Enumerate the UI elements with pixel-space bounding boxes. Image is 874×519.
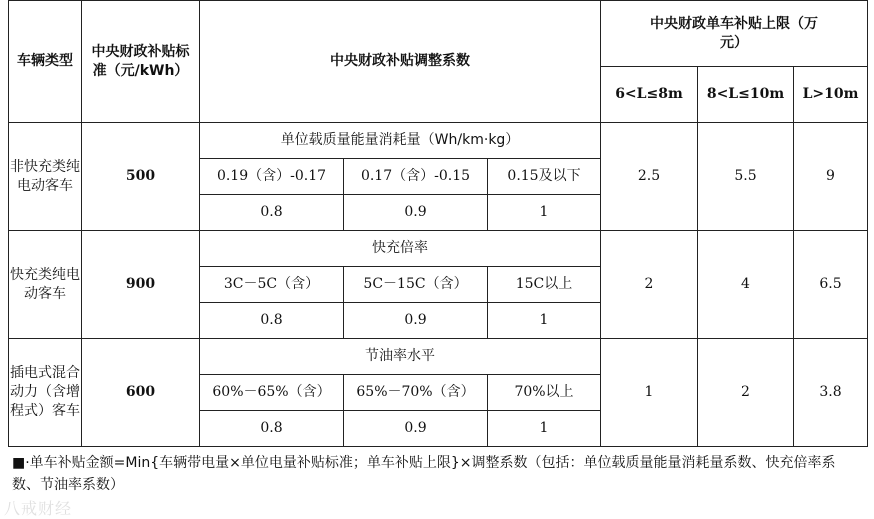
formula-note: ■·单车补贴金额=Min{车辆带电量×单位电量补贴标准；单车补贴上限}×调整系数（包括：单位载质量能量消耗量系数、快充倍率系数、节油率系数）	[12, 455, 836, 493]
cap-cell: 4	[698, 231, 794, 339]
header-length-over-10: L>10m	[794, 67, 868, 123]
range-cell: 70%以上	[488, 375, 601, 411]
vehicle-type-cell: 快充类纯电动客车	[9, 231, 82, 339]
cap-cell: 5.5	[698, 123, 794, 231]
subsidy-standard-cell: 500	[82, 123, 200, 231]
header-length-6-8: 6<L≤8m	[601, 67, 698, 123]
range-cell: 0.17（含）-0.15	[344, 159, 488, 195]
subsidy-table	[8, 0, 868, 447]
subsidy-standard-cell: 900	[82, 231, 200, 339]
vehicle-type-cell: 插电式混合动力（含增程式）客车	[9, 339, 82, 447]
header-coefficient: 中央财政补贴调整系数	[200, 1, 601, 123]
subsidy-standard-cell: 600	[82, 339, 200, 447]
coefficient-value: 0.9	[344, 411, 488, 447]
cap-cell: 2	[698, 339, 794, 447]
cap-cell: 2	[601, 231, 698, 339]
coefficient-value: 0.8	[200, 195, 344, 231]
cap-cell: 9	[794, 123, 868, 231]
range-cell: 65%－70%（含）	[344, 375, 488, 411]
coefficient-metric: 快充倍率	[200, 231, 601, 267]
coefficient-metric: 节油率水平	[200, 339, 601, 375]
coefficient-metric: 单位载质量能量消耗量（Wh/km·kg）	[200, 123, 601, 159]
range-cell: 3C－5C（含）	[200, 267, 344, 303]
range-cell: 60%－65%（含）	[200, 375, 344, 411]
watermark-logo: 八戒财经	[4, 499, 73, 518]
coefficient-value: 0.8	[200, 411, 344, 447]
cap-cell: 6.5	[794, 231, 868, 339]
coefficient-value: 0.9	[344, 195, 488, 231]
cap-cell: 1	[601, 339, 698, 447]
cap-cell: 3.8	[794, 339, 868, 447]
coefficient-value: 1	[488, 303, 601, 339]
coefficient-value: 0.9	[344, 303, 488, 339]
cap-cell: 2.5	[601, 123, 698, 231]
coefficient-value: 1	[488, 195, 601, 231]
range-cell: 15C以上	[488, 267, 601, 303]
range-cell: 5C－15C（含）	[344, 267, 488, 303]
header-vehicle-type: 车辆类型	[9, 1, 82, 123]
header-subsidy-standard: 中央财政补贴标准（元/kWh）	[82, 1, 200, 123]
vehicle-type-cell: 非快充类纯电动客车	[9, 123, 82, 231]
header-cap: 中央财政单车补贴上限（万元）	[601, 1, 868, 67]
coefficient-value: 0.8	[200, 303, 344, 339]
range-cell: 0.19（含）-0.17	[200, 159, 344, 195]
header-length-8-10: 8<L≤10m	[698, 67, 794, 123]
coefficient-value: 1	[488, 411, 601, 447]
range-cell: 0.15及以下	[488, 159, 601, 195]
